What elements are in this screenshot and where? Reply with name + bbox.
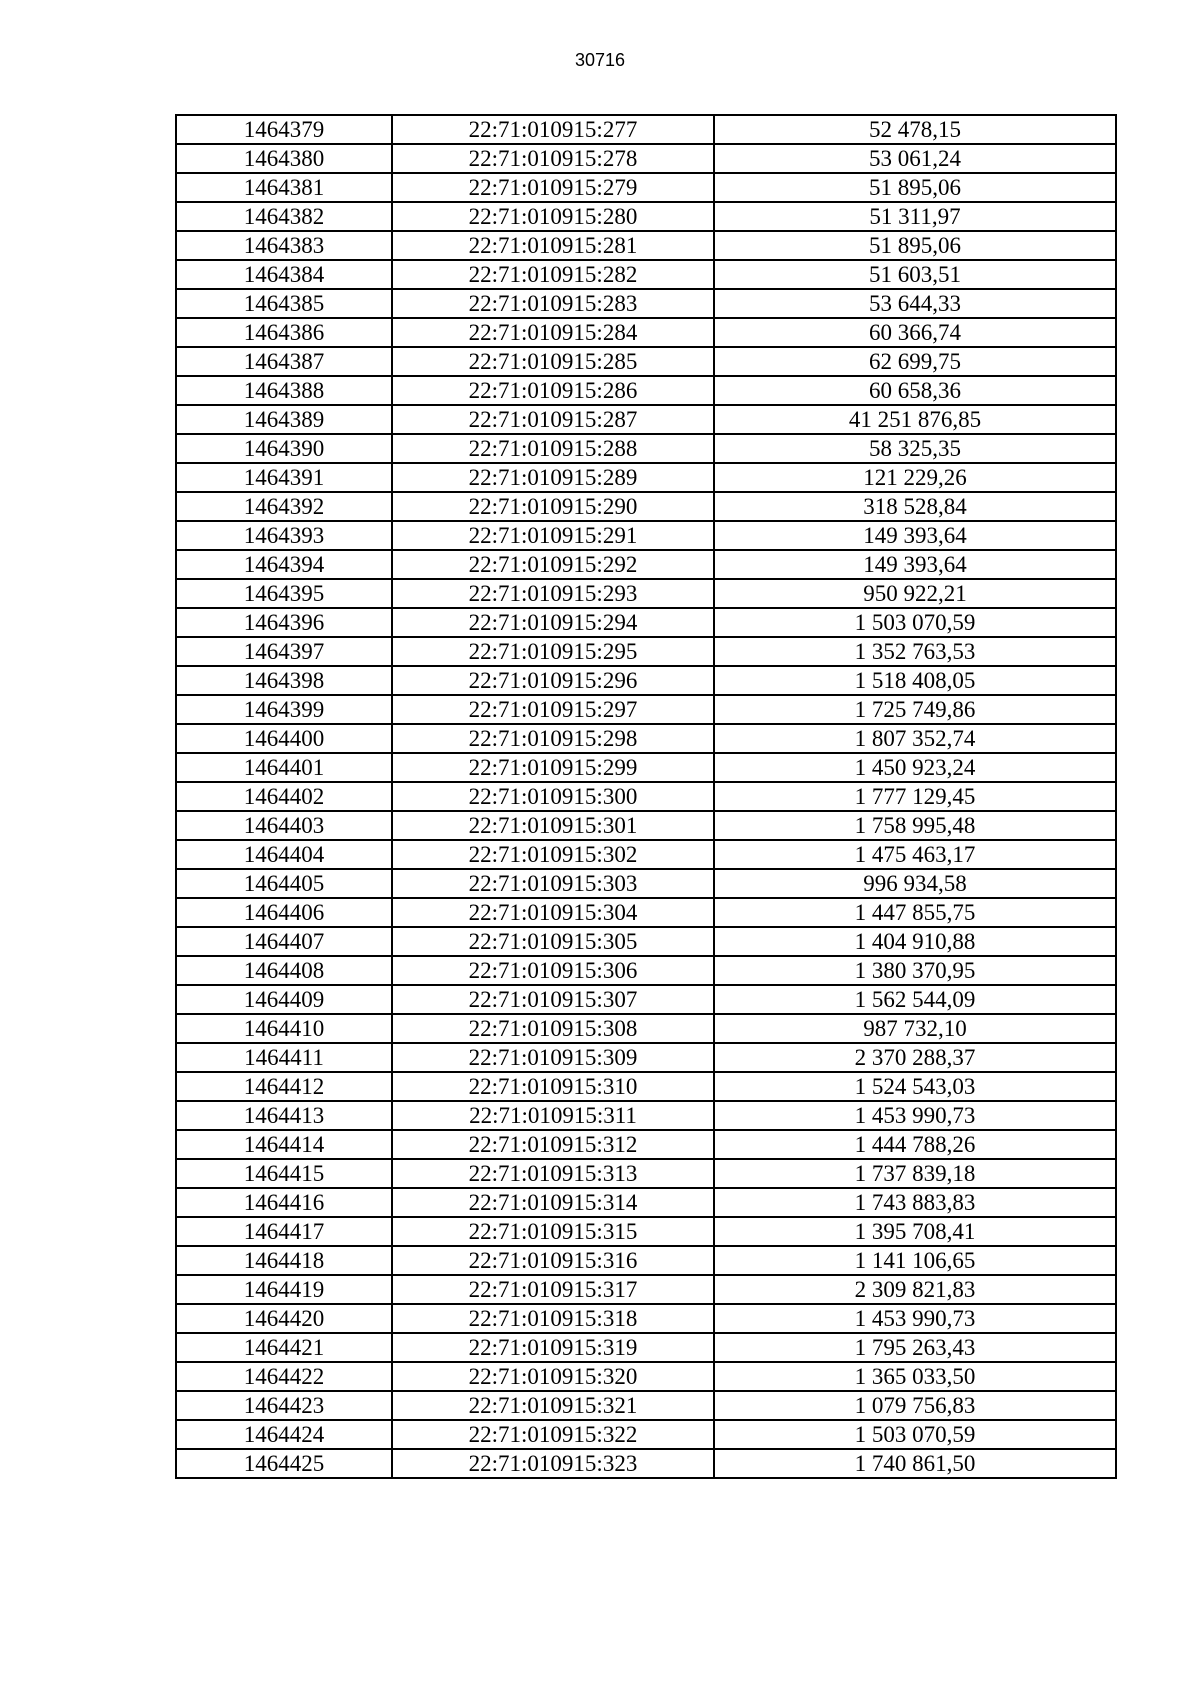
table-row <box>176 289 1116 318</box>
table-row <box>176 434 1116 463</box>
table-row <box>176 1217 1116 1246</box>
value-cell: 1 777 129,45 <box>714 782 1116 811</box>
cadastral-number-cell: 22:71:010915:302 <box>392 840 714 869</box>
value-cell: 1 352 763,53 <box>714 637 1116 666</box>
table-row <box>176 376 1116 405</box>
value-cell: 1 450 923,24 <box>714 753 1116 782</box>
table-row <box>176 840 1116 869</box>
record-number-cell: 1464383 <box>176 231 392 260</box>
table-row <box>176 608 1116 637</box>
cadastral-number-cell: 22:71:010915:288 <box>392 434 714 463</box>
table-row <box>176 144 1116 173</box>
table-row <box>176 115 1116 144</box>
value-cell: 149 393,64 <box>714 521 1116 550</box>
record-number-cell: 1464415 <box>176 1159 392 1188</box>
cadastral-number-cell: 22:71:010915:289 <box>392 463 714 492</box>
table-row <box>176 869 1116 898</box>
value-cell: 60 658,36 <box>714 376 1116 405</box>
record-number-cell: 1464407 <box>176 927 392 956</box>
table-row <box>176 1159 1116 1188</box>
cadastral-number-cell: 22:71:010915:315 <box>392 1217 714 1246</box>
record-number-cell: 1464396 <box>176 608 392 637</box>
value-cell: 950 922,21 <box>714 579 1116 608</box>
cadastral-number-cell: 22:71:010915:300 <box>392 782 714 811</box>
table-row <box>176 1275 1116 1304</box>
cadastral-number-cell: 22:71:010915:311 <box>392 1101 714 1130</box>
value-cell: 51 895,06 <box>714 173 1116 202</box>
table-row <box>176 550 1116 579</box>
value-cell: 41 251 876,85 <box>714 405 1116 434</box>
cadastral-number-cell: 22:71:010915:291 <box>392 521 714 550</box>
cadastral-number-cell: 22:71:010915:281 <box>392 231 714 260</box>
table-row <box>176 695 1116 724</box>
record-number-cell: 1464393 <box>176 521 392 550</box>
record-number-cell: 1464381 <box>176 173 392 202</box>
cadastral-number-cell: 22:71:010915:284 <box>392 318 714 347</box>
cadastral-number-cell: 22:71:010915:313 <box>392 1159 714 1188</box>
cadastral-number-cell: 22:71:010915:285 <box>392 347 714 376</box>
table-row <box>176 1188 1116 1217</box>
table-row <box>176 1101 1116 1130</box>
table-row <box>176 1333 1116 1362</box>
value-cell: 1 475 463,17 <box>714 840 1116 869</box>
value-cell: 1 453 990,73 <box>714 1101 1116 1130</box>
table-row <box>176 202 1116 231</box>
cadastral-number-cell: 22:71:010915:286 <box>392 376 714 405</box>
table-row <box>176 927 1116 956</box>
value-cell: 2 370 288,37 <box>714 1043 1116 1072</box>
cadastral-number-cell: 22:71:010915:303 <box>392 869 714 898</box>
record-number-cell: 1464414 <box>176 1130 392 1159</box>
table-row <box>176 811 1116 840</box>
table-row <box>176 260 1116 289</box>
value-cell: 1 758 995,48 <box>714 811 1116 840</box>
table-row <box>176 1420 1116 1449</box>
value-cell: 1 404 910,88 <box>714 927 1116 956</box>
cadastral-number-cell: 22:71:010915:320 <box>392 1362 714 1391</box>
value-cell: 1 141 106,65 <box>714 1246 1116 1275</box>
record-number-cell: 1464408 <box>176 956 392 985</box>
table-row <box>176 753 1116 782</box>
record-number-cell: 1464397 <box>176 637 392 666</box>
cadastral-number-cell: 22:71:010915:292 <box>392 550 714 579</box>
record-number-cell: 1464422 <box>176 1362 392 1391</box>
value-cell: 996 934,58 <box>714 869 1116 898</box>
value-cell: 51 603,51 <box>714 260 1116 289</box>
record-number-cell: 1464425 <box>176 1449 392 1478</box>
value-cell: 1 743 883,83 <box>714 1188 1116 1217</box>
record-number-cell: 1464411 <box>176 1043 392 1072</box>
cadastral-number-cell: 22:71:010915:293 <box>392 579 714 608</box>
table-row <box>176 173 1116 202</box>
record-number-cell: 1464400 <box>176 724 392 753</box>
record-number-cell: 1464387 <box>176 347 392 376</box>
cadastral-number-cell: 22:71:010915:322 <box>392 1420 714 1449</box>
record-number-cell: 1464386 <box>176 318 392 347</box>
table-row <box>176 1362 1116 1391</box>
cadastral-number-cell: 22:71:010915:312 <box>392 1130 714 1159</box>
table-row <box>176 666 1116 695</box>
cadastral-number-cell: 22:71:010915:309 <box>392 1043 714 1072</box>
table-row <box>176 1014 1116 1043</box>
value-cell: 1 365 033,50 <box>714 1362 1116 1391</box>
table-row <box>176 463 1116 492</box>
record-number-cell: 1464395 <box>176 579 392 608</box>
table-row <box>176 956 1116 985</box>
table-row <box>176 1130 1116 1159</box>
value-cell: 1 395 708,41 <box>714 1217 1116 1246</box>
cadastral-number-cell: 22:71:010915:296 <box>392 666 714 695</box>
table-row <box>176 521 1116 550</box>
cadastral-number-cell: 22:71:010915:317 <box>392 1275 714 1304</box>
page-number: 30716 <box>574 50 626 70</box>
cadastral-number-cell: 22:71:010915:299 <box>392 753 714 782</box>
table-row <box>176 1043 1116 1072</box>
value-cell: 51 311,97 <box>714 202 1116 231</box>
record-number-cell: 1464421 <box>176 1333 392 1362</box>
record-number-cell: 1464419 <box>176 1275 392 1304</box>
table-row <box>176 1449 1116 1478</box>
cadastral-number-cell: 22:71:010915:282 <box>392 260 714 289</box>
table-body <box>176 115 1116 1478</box>
cadastral-number-cell: 22:71:010915:295 <box>392 637 714 666</box>
value-cell: 1 503 070,59 <box>714 608 1116 637</box>
record-number-cell: 1464416 <box>176 1188 392 1217</box>
value-cell: 1 807 352,74 <box>714 724 1116 753</box>
cadastral-number-cell: 22:71:010915:294 <box>392 608 714 637</box>
cadastral-number-cell: 22:71:010915:308 <box>392 1014 714 1043</box>
table-row <box>176 724 1116 753</box>
value-cell: 318 528,84 <box>714 492 1116 521</box>
record-number-cell: 1464423 <box>176 1391 392 1420</box>
cadastral-number-cell: 22:71:010915:318 <box>392 1304 714 1333</box>
value-cell: 121 229,26 <box>714 463 1116 492</box>
cadastral-number-cell: 22:71:010915:279 <box>392 173 714 202</box>
table-row <box>176 1391 1116 1420</box>
value-cell: 987 732,10 <box>714 1014 1116 1043</box>
value-cell: 62 699,75 <box>714 347 1116 376</box>
value-cell: 1 740 861,50 <box>714 1449 1116 1478</box>
value-cell: 53 644,33 <box>714 289 1116 318</box>
cadastral-number-cell: 22:71:010915:283 <box>392 289 714 318</box>
record-number-cell: 1464394 <box>176 550 392 579</box>
table-row <box>176 985 1116 1014</box>
table-row <box>176 347 1116 376</box>
value-cell: 58 325,35 <box>714 434 1116 463</box>
record-number-cell: 1464391 <box>176 463 392 492</box>
record-number-cell: 1464385 <box>176 289 392 318</box>
cadastral-number-cell: 22:71:010915:277 <box>392 115 714 144</box>
record-number-cell: 1464401 <box>176 753 392 782</box>
value-cell: 1 562 544,09 <box>714 985 1116 1014</box>
record-number-cell: 1464424 <box>176 1420 392 1449</box>
value-cell: 1 444 788,26 <box>714 1130 1116 1159</box>
record-number-cell: 1464418 <box>176 1246 392 1275</box>
value-cell: 1 079 756,83 <box>714 1391 1116 1420</box>
record-number-cell: 1464405 <box>176 869 392 898</box>
cadastral-number-cell: 22:71:010915:305 <box>392 927 714 956</box>
value-cell: 2 309 821,83 <box>714 1275 1116 1304</box>
value-cell: 51 895,06 <box>714 231 1116 260</box>
cadastral-number-cell: 22:71:010915:323 <box>392 1449 714 1478</box>
value-cell: 1 503 070,59 <box>714 1420 1116 1449</box>
record-number-cell: 1464380 <box>176 144 392 173</box>
record-number-cell: 1464410 <box>176 1014 392 1043</box>
value-cell: 1 795 263,43 <box>714 1333 1116 1362</box>
value-cell: 1 380 370,95 <box>714 956 1116 985</box>
cadastral-number-cell: 22:71:010915:301 <box>392 811 714 840</box>
record-number-cell: 1464399 <box>176 695 392 724</box>
value-cell: 1 453 990,73 <box>714 1304 1116 1333</box>
table-row <box>176 492 1116 521</box>
cadastral-number-cell: 22:71:010915:310 <box>392 1072 714 1101</box>
cadastral-number-cell: 22:71:010915:280 <box>392 202 714 231</box>
table-row <box>176 1304 1116 1333</box>
cadastral-number-cell: 22:71:010915:290 <box>392 492 714 521</box>
record-number-cell: 1464388 <box>176 376 392 405</box>
record-number-cell: 1464384 <box>176 260 392 289</box>
record-number-cell: 1464403 <box>176 811 392 840</box>
table-row <box>176 1246 1116 1275</box>
table-row <box>176 231 1116 260</box>
record-number-cell: 1464404 <box>176 840 392 869</box>
value-cell: 1 518 408,05 <box>714 666 1116 695</box>
record-number-cell: 1464379 <box>176 115 392 144</box>
value-cell: 1 524 543,03 <box>714 1072 1116 1101</box>
cadastral-number-cell: 22:71:010915:297 <box>392 695 714 724</box>
value-cell: 53 061,24 <box>714 144 1116 173</box>
table-row <box>176 782 1116 811</box>
record-number-cell: 1464420 <box>176 1304 392 1333</box>
cadastral-number-cell: 22:71:010915:316 <box>392 1246 714 1275</box>
value-cell: 52 478,15 <box>714 115 1116 144</box>
table-row <box>176 898 1116 927</box>
record-number-cell: 1464382 <box>176 202 392 231</box>
table-row <box>176 318 1116 347</box>
table-row <box>176 405 1116 434</box>
record-number-cell: 1464413 <box>176 1101 392 1130</box>
cadastral-number-cell: 22:71:010915:319 <box>392 1333 714 1362</box>
value-cell: 149 393,64 <box>714 550 1116 579</box>
cadastral-number-cell: 22:71:010915:298 <box>392 724 714 753</box>
record-number-cell: 1464402 <box>176 782 392 811</box>
value-cell: 1 447 855,75 <box>714 898 1116 927</box>
value-cell: 1 737 839,18 <box>714 1159 1116 1188</box>
table-row <box>176 1072 1116 1101</box>
cadastral-number-cell: 22:71:010915:314 <box>392 1188 714 1217</box>
record-number-cell: 1464417 <box>176 1217 392 1246</box>
record-number-cell: 1464406 <box>176 898 392 927</box>
table-row <box>176 579 1116 608</box>
cadastral-number-cell: 22:71:010915:321 <box>392 1391 714 1420</box>
cadastral-number-cell: 22:71:010915:306 <box>392 956 714 985</box>
value-cell: 1 725 749,86 <box>714 695 1116 724</box>
cadastral-number-cell: 22:71:010915:287 <box>392 405 714 434</box>
record-number-cell: 1464392 <box>176 492 392 521</box>
cadastral-number-cell: 22:71:010915:307 <box>392 985 714 1014</box>
record-number-cell: 1464409 <box>176 985 392 1014</box>
data-table <box>175 114 1117 1479</box>
value-cell: 60 366,74 <box>714 318 1116 347</box>
cadastral-number-cell: 22:71:010915:278 <box>392 144 714 173</box>
record-number-cell: 1464389 <box>176 405 392 434</box>
cadastral-number-cell: 22:71:010915:304 <box>392 898 714 927</box>
record-number-cell: 1464390 <box>176 434 392 463</box>
table-row <box>176 637 1116 666</box>
record-number-cell: 1464412 <box>176 1072 392 1101</box>
record-number-cell: 1464398 <box>176 666 392 695</box>
